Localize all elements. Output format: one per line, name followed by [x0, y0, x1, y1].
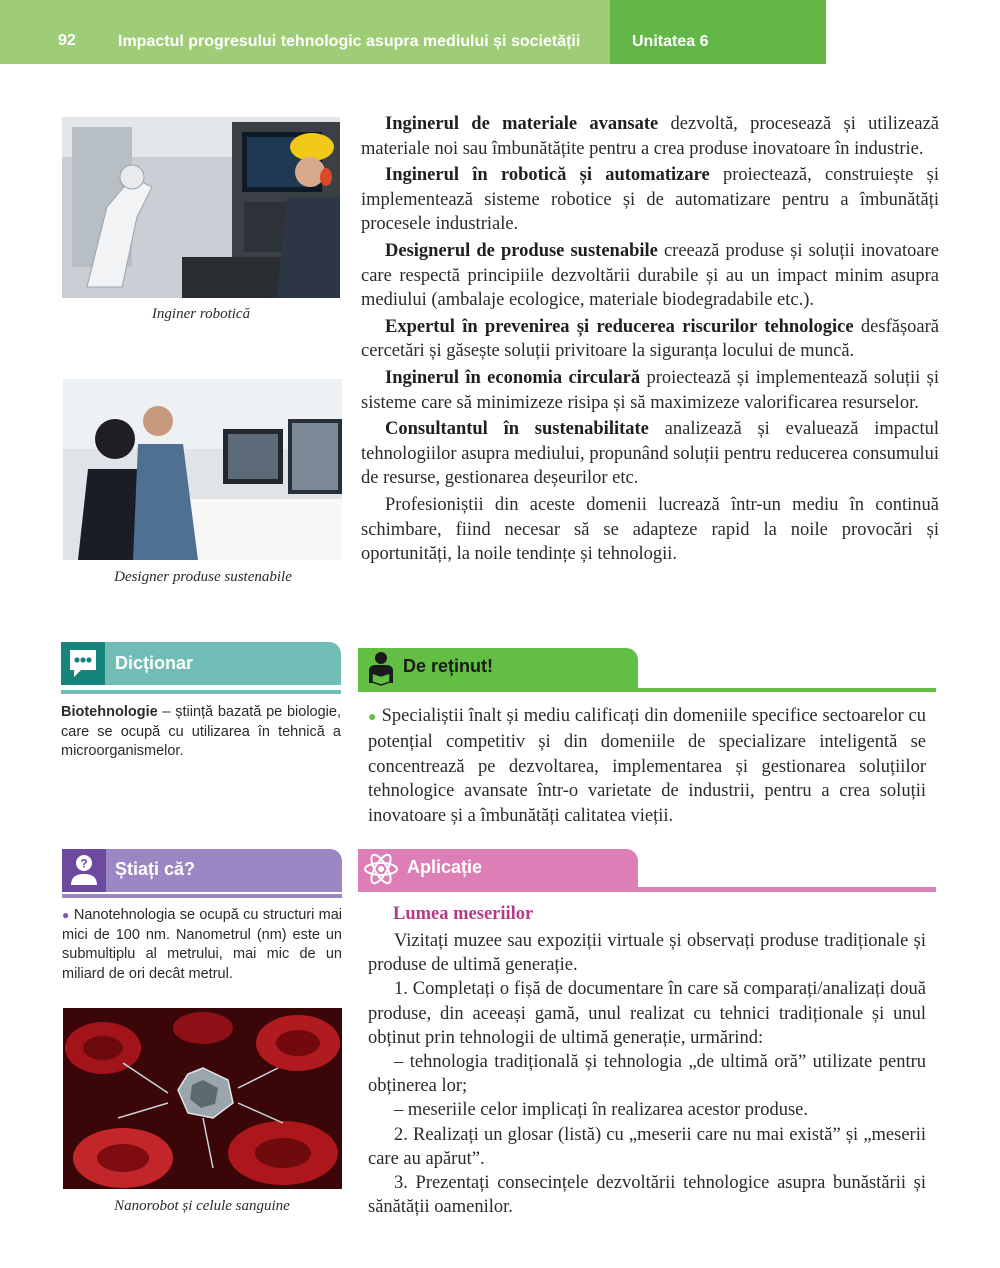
- retinut-header: [358, 648, 638, 688]
- retinut-divider: [358, 688, 936, 692]
- paragraph-sustainable-designer: Designerul de produse sustenabile creează produse și soluții inovatoare care respectă principiile dezvoltării durabile și au un impact minim asupra mediului (ambalaje ecologice, materiale biodegradabile etc.).: [361, 240, 939, 311]
- header-bar: [0, 0, 610, 64]
- designers-photo-caption: Designer produse sustenabile: [114, 569, 292, 585]
- retinut-text: ● Specialiștii înalt și mediu calificați din domeniile specifice sectoarelor cu potențial competitiv și din domeniile de specializare inteligentă se concentrează pe dezvoltarea, implementarea și gestionarea soluțiilor tehnologice avansate într-o varietate de industrii, pentru a crea soluții inovatoare și a îmbunătăți calitatea vieții.: [368, 706, 927, 826]
- unit-tab: [610, 0, 826, 64]
- atom-icon: [361, 850, 401, 888]
- svg-text:?: ?: [80, 856, 88, 871]
- aplicatie-intro: Vizitați muzee sau expoziții virtuale și observați produse tradiționale și produse de ultimă generație.: [368, 931, 926, 976]
- unit-label: Unitatea 6: [632, 33, 709, 50]
- paragraph-materials-engineer: Inginerul de materiale avansate dezvoltă, procesează și utilizează materiale noi sau îmbunătățite pentru a crea produse inovatoare în industrie.: [361, 114, 939, 159]
- aplicatie-subtitle: Lumea meseriilor: [393, 904, 534, 924]
- stiati-title: Știați că?: [115, 859, 196, 879]
- stiati-text: ● Nanotehnologia se ocupă cu structuri mai mici de 100 nm. Nanometrul (nm) este un submultiplu al metrului, mai mic de un miliard de ori decât metrul.: [62, 907, 343, 982]
- main-text: [361, 112, 939, 569]
- paragraph-risk-expert: Expertul în prevenirea și reducerea riscurilor tehnologice desfășoară cercetări și găsește soluții privitoare la siguranța locului de muncă.: [361, 316, 939, 362]
- paragraph-sustainability-consultant: Consultantul în sustenabilitate analizează și evaluează impactul tehnologiilor asupra mediului, propunând soluții pentru reducerea consumului de resurse, gestionarea deșeurilor etc.: [361, 419, 939, 489]
- retinut-title: De reținut!: [403, 656, 493, 676]
- aplicatie-item-1b: – meseriile celor implicați în realizarea acestor produse.: [394, 1100, 809, 1121]
- robotics-photo-caption: Inginer robotică: [151, 306, 251, 322]
- nanorobot-photo-caption: Nanorobot și celule sanguine: [114, 1198, 290, 1214]
- nanorobot-photo: [63, 1008, 342, 1189]
- paragraph-professionals: Profesioniștii din aceste domenii lucrează într-un mediu în continuă schimbare, fiind necesar să se adapteze rapid la noile provocări și oportunități, la noile tendințe și tehnologii.: [361, 494, 939, 565]
- speech-bubble-icon: [61, 642, 105, 685]
- question-person-icon: [62, 849, 106, 892]
- stiati-divider: [62, 894, 342, 898]
- aplicatie-divider: [358, 887, 936, 892]
- dictionar-divider: [61, 690, 341, 694]
- aplicatie-title: Aplicație: [407, 857, 483, 877]
- page-number: 92: [58, 32, 76, 49]
- aplicatie-item-1a: – tehnologia tradițională și tehnologia „de ultimă oră” utilizate pentru obținerea lor;: [368, 1052, 926, 1097]
- bullet-icon: ●: [368, 710, 377, 725]
- aplicatie-body: [368, 929, 926, 1219]
- designers-photo: [63, 379, 342, 560]
- chapter-title: Impactul progresului tehnologic asupra mediului și societății: [118, 33, 581, 50]
- robotics-engineer-photo: [62, 117, 340, 298]
- bullet-icon: ●: [62, 908, 70, 922]
- aplicatie-item-3: 3. Prezentați consecințele dezvoltării tehnologice asupra bunăstării și sănătății oamenilor.: [368, 1173, 926, 1218]
- paragraph-circular-economy: Inginerul în economia circulară proiectează și implementează soluții și sisteme care să minimizeze risipa și să maximizeze valorificarea resurselor.: [361, 367, 939, 413]
- dictionar-definition: Biotehnologie – știință bazată pe biologie, care se ocupă cu utilizarea în tehnică a microorganismelor.: [61, 704, 341, 759]
- aplicatie-item-1: 1. Completați o fișă de documentare în care să comparați/analizați două produse, din aceeași gamă, unul realizat cu tehnici tradiționale și unul obținut prin tehnologii de ultimă generație, urmărind:: [368, 979, 926, 1048]
- dictionar-title: Dicționar: [115, 653, 194, 673]
- paragraph-robotics-engineer: Inginerul în robotică și automatizare proiectează, construiește și implementează sisteme robotice și de automatizare pentru a îmbunătăți procesele industriale.: [361, 165, 939, 235]
- reading-person-icon: [362, 649, 400, 687]
- aplicatie-item-2: 2. Realizați un glosar (listă) cu „meserii care nu mai există” și „meserii care au apărut”.: [368, 1124, 926, 1169]
